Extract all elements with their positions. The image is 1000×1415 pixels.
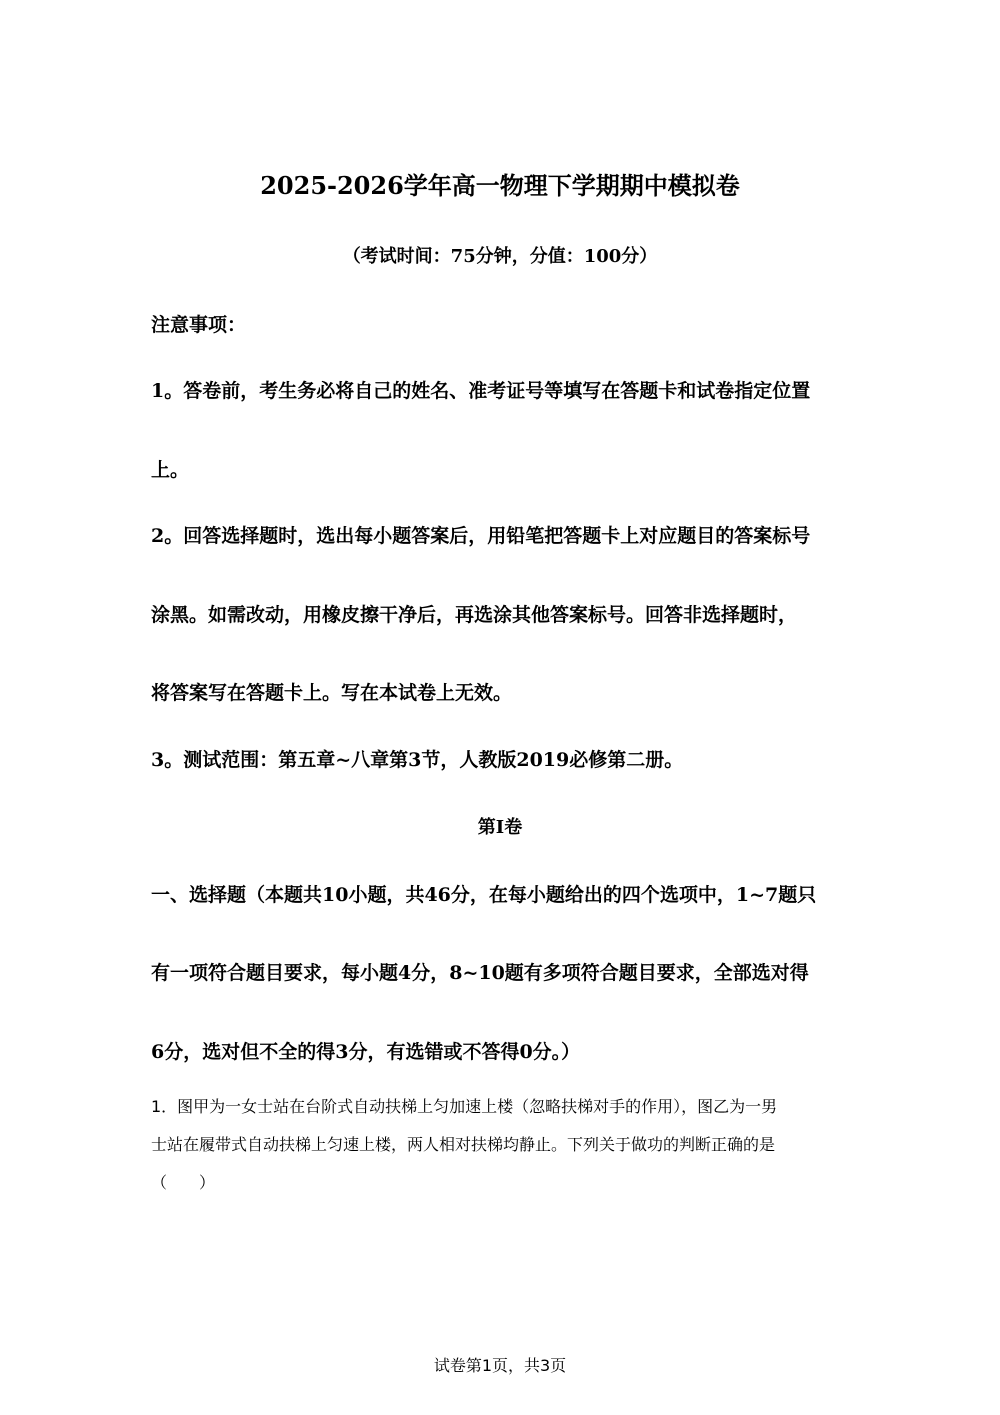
notice-line: 上。 (151, 459, 190, 481)
section-one-line: 有一项符合题目要求，每小题4分，8~10题有多项符合题目要求，全部选对得 (151, 962, 809, 984)
question-1-answer-bracket: （ ） (151, 1173, 216, 1192)
notice-line: 涂黑。如需改动，用橡皮擦干净后，再选涂其他答案标号。回答非选择题时， (151, 604, 798, 626)
notice-line: 1。答卷前，考生务必将自己的姓名、准考证号等填写在答题卡和试卷指定位置 (151, 380, 811, 402)
exam-info: （考试时间：75分钟，分值：100分） (342, 246, 658, 267)
question-1-line: 1．图甲为一女士站在台阶式自动扶梯上匀加速上楼（忽略扶梯对手的作用），图乙为一男 (151, 1097, 778, 1116)
section-one-line: 一、选择题（本题共10小题，共46分，在每小题给出的四个选项中，1~7题只 (151, 884, 817, 906)
notice-heading: 注意事项： (151, 314, 247, 336)
notice-line: 将答案写在答题卡上。写在本试卷上无效。 (151, 682, 513, 704)
notice-line: 3。测试范围：第五章~八章第3节，人教版2019必修第二册。 (151, 749, 684, 771)
section-mark: 第Ⅰ卷 (477, 817, 523, 838)
exam-title: 2025-2026学年高一物理下学期期中模拟卷 (260, 171, 740, 200)
notice-line: 2。回答选择题时，选出每小题答案后，用铅笔把答题卡上对应题目的答案标号 (151, 525, 811, 547)
question-1-line: 士站在履带式自动扶梯上匀速上楼，两人相对扶梯均静止。下列关于做功的判断正确的是 (151, 1135, 776, 1154)
section-one-line: 6分，选对但不全的得3分，有选错或不答得0分。） (151, 1041, 581, 1063)
page-footer: 试卷第1页，共3页 (433, 1356, 567, 1375)
